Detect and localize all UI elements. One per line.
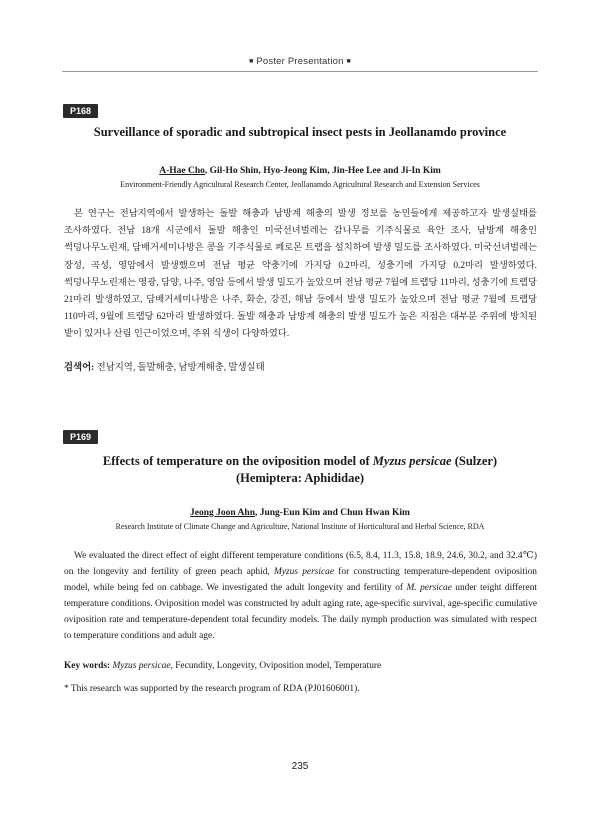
p169-title-species: Myzus persicae [372,454,452,468]
p169-title-line2: (Hemiptera: Aphididae) [235,471,365,485]
p168-badge: P168 [63,104,98,118]
p168-authors [62,166,538,176]
p168-keywords [64,359,537,373]
p169-authors [62,508,538,518]
header-text: Poster Presentation [256,56,344,67]
p169-other-authors: , Jung-Eun Kim and Chun Hwan Kim [254,508,410,518]
p169-abstract [64,548,537,644]
p168-keywords-list: 전남지역, 돌발해충, 남방계해충, 발생실태 [94,363,265,373]
p169-abstract-s1: We evaluated the direct effect of eight different temperature conditions (6.5, 8.4, 11.3, 15.8, 18.9, 24.6, 30.2, and 32.4℃) on the longevity and fertility of green peach aphid, [64,551,537,577]
bullet-right: ■ [346,58,351,65]
p169-affiliation: Research Institute of Climate Change and Agriculture, National Institute of Horticultural and Herbal Science, RDA [115,522,485,531]
p169-title-part1: Effects of temperature on the oviposition model of [102,454,373,468]
p168-keywords-label: 검색어: [64,363,95,373]
p168-abstract: 본 연구는 전남지역에서 발생하는 돌발 해충과 남방계 해충의 발생 정보를 농민들에게 제공하고자 발생실태를 조사하였다. 전남 18개 시군에서 돌발 해충인 미국선녀벌레는 감나무를 기주식물로 육안 조사, 남방계 해충인 썩덩나무노린재, 담배거세미나방은 콩을 기주식물로 페로몬 트랩을 설치하여 발생 밀도를 조사하였다. 미국선녀벌레는 장성, 곡성, 영암에서 발생했으며 전남 평균 약충기에 가지당 0.2마리, 성충기에 가지당 0.2마리 발생하였다. 썩덩나무노린재는 영광, 담양, 나주, 영암 등에서 발생 밀도가 높았으며 전남 평균 7월에 트랩당 11마리, 성충기에 트랩당 21마리 발생하였고, 담배거세미나방은 나주, 화순, 강진, 해남 등에서 발생 밀도가 높았으며 전남 평균 7월에 트랩당 110마리, 9월에 트랩당 62마리 발생하였다. 돌발 해충과 남방계 해충의 발생 밀도가 높은 지점은 대부분 주위에 방치된 밭이 있거나 산림 인근이었으며, 주위 식생이 다양하였다. [64,209,537,340]
header-divider [62,71,538,72]
bullet-left: ■ [249,58,254,65]
p169-first-author: Jeong Joon Ahn [190,508,255,518]
p169-keywords-list: Fecundity, Longevity, Oviposition model, Temperature [172,661,382,671]
p168-title: Surveillance of sporadic and subtropical insect pests in Jeollanamdo province [93,125,507,139]
page-number: 235 [291,761,309,772]
p169-footnote: * This research was supported by the research program of RDA (PJ01606001). [64,684,360,694]
running-header [0,56,600,67]
p169-abstract-s3: under teight different temperature conditions. Oviposition model was constructed by adult aging rate, age-specific survival, age-specific cumulative oviposition rate and temperature-dependent total fecundity models. The daily nymph production was simulated with respect to temperature conditions and adult age. [64,583,537,641]
p168-affiliation: Environment-Friendly Agricultural Research Center, Jeollanamdo Agricultural Research and Extension Services [120,180,480,189]
p169-abstract-species-abbr: M. persicae [406,583,452,593]
p169-keywords-species: Myzus persicae, [110,661,173,671]
p168-other-authors: , Gil-Ho Shin, Hyo-Jeong Kim, Jin-Hee Lee and Ji-In Kim [204,166,441,176]
p169-title [62,453,538,487]
p169-keywords [64,661,537,671]
p168-first-author: A-Hae Cho [159,166,205,176]
p169-badge: P169 [63,430,98,444]
p169-keywords-label: Key words: [64,661,111,671]
p169-abstract-s2: for constructing temperature-dependent oviposition model, while being fed on cabbage. We investigated the adult longevity and fertility of [64,567,537,593]
p169-title-part2: (Sulzer) [451,454,498,468]
p169-abstract-species: Myzus persicae [274,567,335,577]
